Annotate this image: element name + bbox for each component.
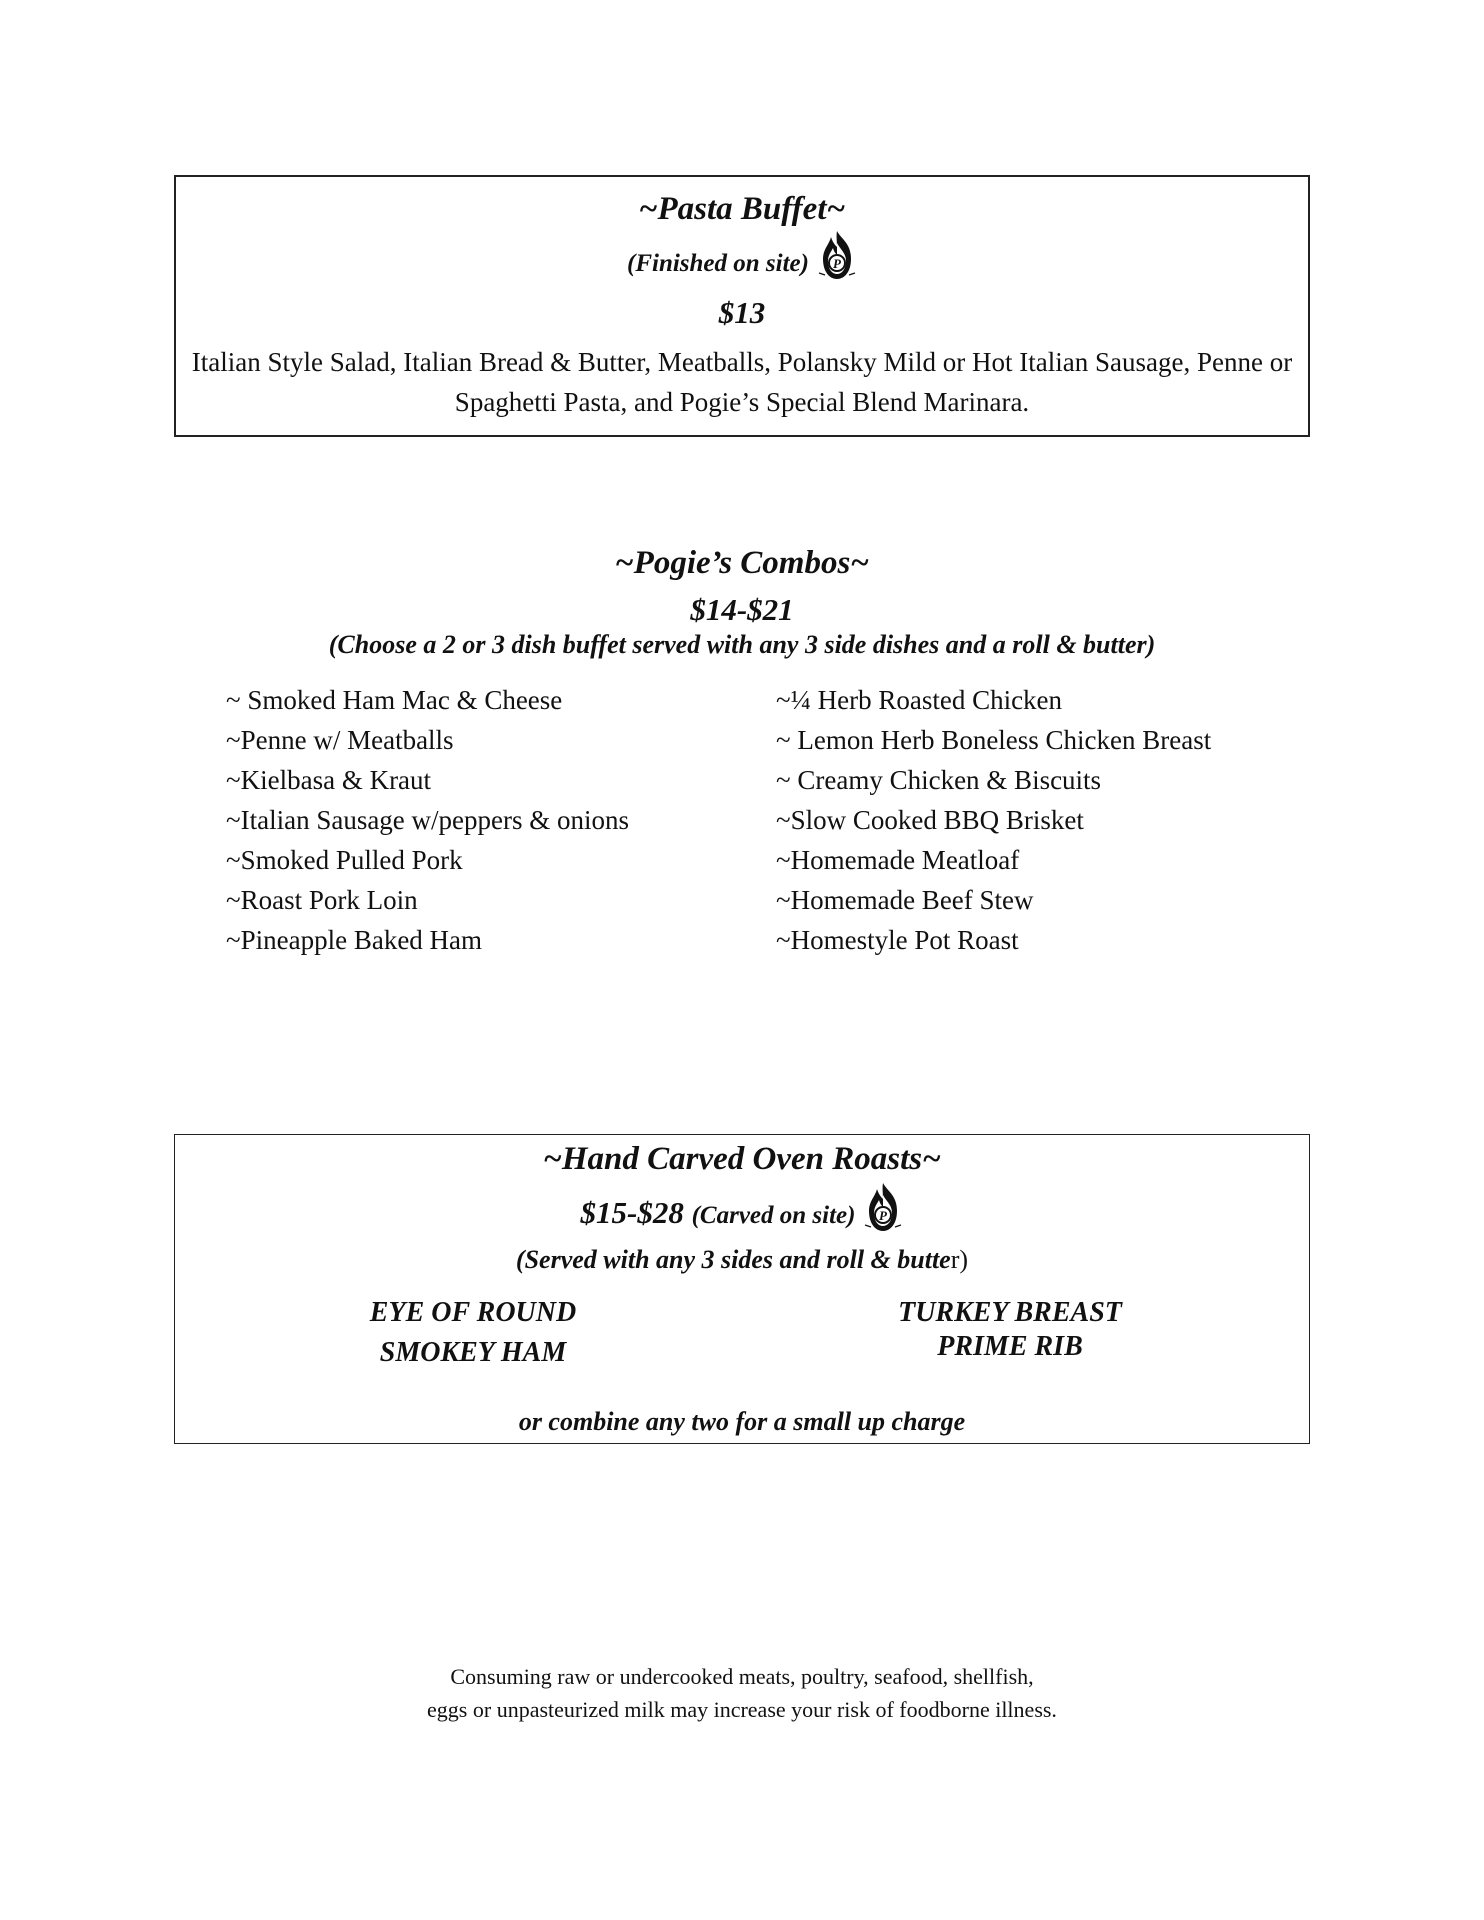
roast-option: EYE OF ROUND [369,1297,577,1328]
list-item: ~ Lemon Herb Boneless Chicken Breast [776,725,1212,755]
combos-note: (Choose a 2 or 3 dish buffet served with any 3 side dishes and a roll & butter) [328,630,1156,659]
list-item: ~Roast Pork Loin [226,885,418,915]
list-item: ~¼ Herb Roasted Chicken [776,685,1063,715]
pasta-buffet-section [174,175,1310,437]
combos-right-list [776,684,1211,964]
disclaimer-line: eggs or unpasteurized milk may increase your risk of foodborne illness. [427,1697,1057,1722]
roast-option: TURKEY BREAST [898,1297,1122,1328]
oven-roasts-price: $15-$28 [580,1195,684,1230]
oven-roasts-combine-note: or combine any two for a small up charge [518,1407,966,1436]
oven-roasts-carved-note: (Carved on site) [691,1202,856,1229]
oven-roasts-title: ~Hand Carved Oven Roasts~ [543,1141,941,1177]
combos-title: ~Pogie’s Combos~ [614,545,870,581]
list-item: ~Kielbasa & Kraut [226,765,432,795]
food-safety-disclaimer [0,1660,1484,1726]
flame-p-logo-icon [863,1181,903,1233]
flame-p-logo-icon [817,229,857,281]
oven-roasts-served-note [175,1245,1309,1275]
pasta-buffet-price: $13 [718,295,766,330]
pasta-finished-line [176,229,1308,281]
svg-text:P: P [879,1208,888,1223]
combos-price: $14-$21 [690,592,794,627]
list-item: ~ Smoked Ham Mac & Cheese [226,685,563,715]
oven-roasts-price-line [175,1181,1309,1233]
disclaimer-line: Consuming raw or undercooked meats, poultry, seafood, shellfish, [450,1664,1034,1689]
list-item: ~Smoked Pulled Pork [226,845,463,875]
list-item: ~ Creamy Chicken & Biscuits [776,765,1102,795]
pasta-buffet-title: ~Pasta Buffet~ [638,191,846,227]
pasta-finished-note: (Finished on site) [627,250,809,277]
oven-roasts-section [174,1134,1310,1444]
list-item: ~Italian Sausage w/peppers & onions [226,805,630,835]
served-note-bold: (Served with any 3 sides and roll & butte [515,1245,951,1274]
roast-option: SMOKEY HAM [379,1337,567,1368]
list-item: ~Slow Cooked BBQ Brisket [776,805,1084,835]
list-item: ~Pineapple Baked Ham [226,925,483,955]
svg-text:P: P [833,256,841,271]
list-item: ~Homemade Beef Stew [776,885,1034,915]
list-item: ~Homestyle Pot Roast [776,925,1019,955]
list-item: ~Homemade Meatloaf [776,845,1020,875]
pasta-buffet-description: Italian Style Salad, Italian Bread & Butter, Meatballs, Polansky Mild or Hot Italian Sausage, Penne or Spaghetti Pasta, and Pogie’s Special Blend Marinara. [191,347,1293,417]
list-item: ~Penne w/ Meatballs [226,725,454,755]
roast-option: PRIME RIB [937,1331,1083,1362]
combos-left-list [226,684,629,964]
served-note-plain: r) [950,1245,969,1274]
